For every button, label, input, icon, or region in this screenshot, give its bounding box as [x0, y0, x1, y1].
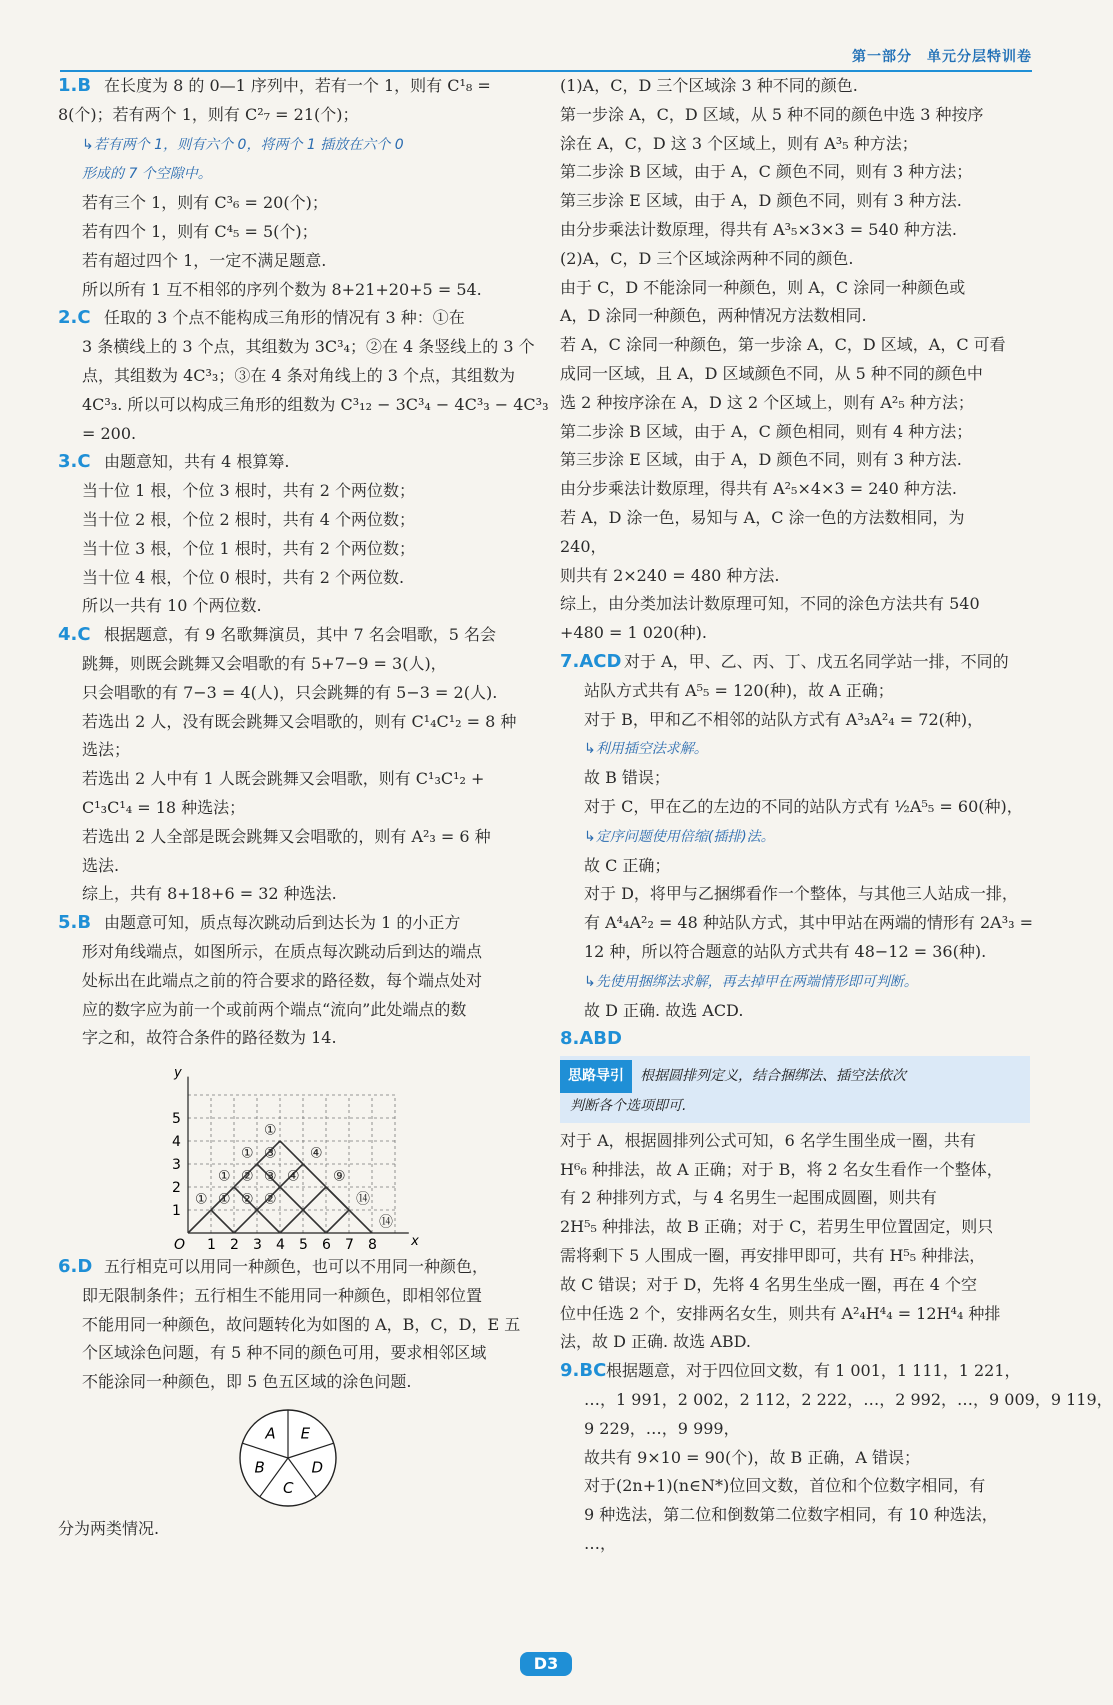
left-line [58, 736, 536, 765]
text: 法，故 D 正确. 故选 ABD. [560, 1332, 751, 1352]
right2-line [560, 1213, 1030, 1242]
question-number: 4.C [58, 624, 91, 646]
section-title: 第一部分 单元分层特训卷 [852, 49, 1032, 65]
text: 若 A，C 涂同一种颜色，第一步涂 A，C，D 区域，A，C 可看 [560, 335, 1006, 355]
text: 不能涂同一种颜色，即 5 色五区域的涂色问题. [82, 1372, 412, 1392]
left2-line [58, 1339, 536, 1368]
path-count-label: ⑨ [333, 1168, 346, 1185]
text: 涂在 A，C，D 这 3 个区域上，则有 A³₅ 种方法； [560, 133, 918, 153]
x-tick-label: 4 [276, 1237, 285, 1254]
right2-line [560, 1328, 1030, 1357]
path-count-label: ② [241, 1191, 254, 1208]
text: 3 条横线上的 3 个点，其组数为 3C³₄；②在 4 条竖线上的 3 个 [82, 337, 535, 357]
text: 对于 D，将甲与乙捆绑看作一个整体，与其他三人站成一排， [584, 884, 1018, 904]
right-line [560, 245, 1030, 274]
margin-note: ↳利用插空法求解。 [584, 741, 708, 758]
right-line [560, 418, 1030, 447]
text: 处标出在此端点之前的符合要求的路径数，每个端点处对 [82, 970, 483, 990]
path-edge [257, 1210, 280, 1233]
left2-line [58, 1282, 536, 1311]
tip-line-2: 判断各个选项即可. [570, 1097, 687, 1114]
right-line [560, 938, 1030, 967]
right-line [560, 880, 1030, 909]
question-number: 1.B [58, 75, 92, 96]
left-line [58, 448, 536, 477]
right-line [560, 997, 1030, 1026]
left-line [58, 362, 536, 391]
path-count-label: ④ [310, 1145, 323, 1162]
x-axis-label: x [411, 1234, 419, 1250]
text: 对于 A，根据圆排列公式可知，6 名学生围坐成一圈，共有 [560, 1130, 976, 1150]
text: 第一步涂 A，C，D 区域，从 5 种不同的颜色中选 3 种按序 [560, 104, 984, 124]
path-count-label: ⑭ [379, 1214, 393, 1231]
text: 当十位 4 根，个位 0 根时，共有 2 个两位数. [82, 567, 405, 587]
right-line [560, 533, 1030, 562]
text: 当十位 3 根，个位 1 根时，共有 2 个两位数； [82, 538, 416, 558]
text: 五行相克可以用同一种颜色，也可以不用同一种颜色， [104, 1257, 489, 1277]
origin-label: O [174, 1237, 186, 1254]
path-count-label: ① [264, 1122, 277, 1139]
right-line [560, 389, 1030, 418]
left-line [58, 218, 536, 247]
left-line [58, 333, 536, 362]
text: 选法； [82, 740, 131, 760]
right2-line [560, 1242, 1030, 1271]
left2-line [58, 1311, 536, 1340]
tip-tag: 思路导引 [560, 1060, 632, 1093]
left-line [58, 880, 536, 909]
right-line [560, 909, 1034, 938]
right-line [560, 130, 1030, 159]
left-line [58, 823, 536, 852]
text: A，D 涂同一种颜色，两种情况方法数相同. [560, 306, 867, 326]
path-count-label: ⑭ [356, 1191, 370, 1208]
right-line [560, 360, 1030, 389]
right-line [560, 967, 1030, 997]
y-axis-label: y [174, 1065, 182, 1081]
left-line [58, 247, 536, 276]
path-count-label: ① [218, 1168, 231, 1185]
text: 240， [560, 536, 607, 556]
tip-line-1: 根据圆排列定义，结合捆绑法、插空法依次 [640, 1068, 906, 1085]
y-tick-label: 5 [172, 1111, 181, 1128]
path-count-label: ③ [264, 1145, 277, 1162]
text: 由题意可知，质点每次跳动后到达长为 1 的小正方 [104, 913, 461, 933]
path-edge [280, 1187, 303, 1210]
text: 由分步乘法计数原理，得共有 A³₅×3×3 = 540 种方法. [560, 219, 957, 239]
text: 8(个)；若有两个 1，则有 C²₇ = 21(个)； [58, 104, 359, 124]
text: 根据题意，有 9 名歌舞演员，其中 7 名会唱歌，5 名会 [104, 625, 496, 645]
text: 综上，共有 8+18+6 = 32 种选法. [82, 884, 337, 904]
left2-line [58, 1368, 536, 1397]
text: 成同一区域，且 A，D 区域颜色不同，从 5 种不同的颜色中 [560, 363, 983, 383]
left-final-line: 分为两类情况. [58, 1519, 160, 1539]
header [60, 44, 1032, 72]
text: 故 C 错误；对于 D，先将 4 名男生坐成一圈，再在 4 个空 [560, 1274, 978, 1294]
path-count-label: ④ [287, 1168, 300, 1185]
right2-line [560, 1357, 1030, 1386]
text: 选 2 种按序涂在 A，D 这 2 个区域上，则有 A²₅ 种方法； [560, 392, 974, 412]
text: 故共有 9×10 = 90(个)，故 B 正确，A 错误； [584, 1447, 921, 1467]
y-tick-label: 1 [172, 1203, 181, 1220]
text: 对于 A，甲、乙、丙、丁、戊五名同学站一排，不同的 [624, 651, 1009, 671]
text: 由题意知，共有 4 根算筹. [104, 452, 290, 472]
pie-region-label: A [265, 1424, 276, 1443]
text: 2H⁵₅ 种排法，故 B 正确；对于 C，若男生甲位置固定，则只 [560, 1217, 994, 1237]
five-region-pie-figure [233, 1403, 343, 1513]
left-line [58, 276, 536, 305]
text: 若有超过四个 1，一定不满足题意. [82, 250, 327, 270]
text: (2)A，C，D 三个区域涂两种不同的颜色. [560, 248, 854, 268]
text: 4C³₃. 所以可以构成三角形的组数为 C³₁₂ − 3C³₄ − 4C³₃ − 4C³₃ [82, 394, 549, 414]
left-line [58, 1024, 536, 1053]
text: = 200. [82, 423, 137, 443]
right-line [560, 72, 1030, 101]
right-line [560, 101, 1030, 130]
right2-line [560, 1156, 1030, 1185]
left-line [58, 996, 536, 1025]
left-line [58, 535, 536, 564]
text: H⁶₆ 种排法，故 A 正确；对于 B，将 2 名女生看作一个整体， [560, 1159, 1003, 1179]
text: 有 2 种排列方式，与 4 名男生一起围成圆圈，则共有 [560, 1188, 937, 1208]
right-line [560, 648, 1030, 677]
text: 由于 C，D 不能涂同一种颜色，则 A，C 涂同一种颜色或 [560, 277, 966, 297]
text: 若 A，D 涂一色，易知与 A，C 涂一色的方法数相同，为 [560, 507, 965, 527]
text: …， [584, 1534, 617, 1554]
left-line [58, 506, 536, 535]
pie-region-label: D [311, 1458, 324, 1477]
right-column [560, 72, 1113, 1559]
left-line [58, 477, 536, 506]
left-line [58, 159, 536, 189]
text: 任取的 3 个点不能构成三角形的情况有 3 种：①在 [104, 308, 465, 328]
pie-region-label: C [283, 1479, 294, 1498]
text: 有 A⁴₄A²₂ = 48 种站队方式，其中甲站在两端的情形有 2A³₃ = [584, 913, 1034, 933]
text: 即无限制条件；五行相生不能用同一种颜色，即相邻位置 [82, 1285, 483, 1305]
right-line [560, 590, 1030, 619]
path-edge [326, 1210, 349, 1233]
text: 第二步涂 B 区域，由于 A，C 颜色不同，则有 3 种方法； [560, 162, 973, 182]
y-tick-label: 3 [172, 1157, 181, 1174]
x-tick-label: 1 [207, 1237, 216, 1254]
right-line [560, 764, 1030, 793]
text: 字之和，故符合条件的路径数为 14. [82, 1028, 337, 1048]
path-count-label: ③ [264, 1168, 277, 1185]
right-line [560, 446, 1030, 475]
right2-line [560, 1300, 1030, 1329]
text: 位中任选 2 个，安排两名女生，则共有 A²₄H⁴₄ = 12H⁴₄ 种排 [560, 1303, 1001, 1323]
text: 个区域涂色问题，有 5 种不同的颜色可用，要求相邻区域 [82, 1343, 487, 1363]
right-line [560, 475, 1030, 504]
path-count-label: ① [218, 1191, 231, 1208]
text: 9 229，…，9 999， [584, 1418, 740, 1438]
right2-line [560, 1530, 1030, 1559]
right-line [560, 187, 1030, 216]
text: 跳舞，则既会跳舞又会唱歌的有 5+7−9 = 3(人)， [82, 653, 447, 673]
x-tick-label: 2 [230, 1237, 239, 1254]
path-edge [188, 1210, 211, 1233]
left-line [58, 938, 536, 967]
right-line [560, 562, 1030, 591]
margin-note: 形成的 7 个空隙中。 [82, 166, 212, 183]
question-number: 3.C [58, 451, 91, 473]
path-grid-figure [158, 1053, 418, 1253]
path-count-label: ② [241, 1168, 254, 1185]
text: 第三步涂 E 区域，由于 A，D 颜色不同，则有 3 种方法. [560, 450, 962, 470]
left-line [58, 765, 536, 794]
path-count-label: ② [264, 1191, 277, 1208]
text: 应的数字应为前一个或前两个端点“流向”此处端点的数 [82, 999, 467, 1019]
path-edge [303, 1210, 326, 1233]
path-edge [349, 1210, 372, 1233]
x-tick-label: 7 [345, 1237, 354, 1254]
path-count-label: ① [241, 1145, 254, 1162]
left-line [58, 794, 536, 823]
path-count-label: ① [195, 1191, 208, 1208]
left-line [58, 564, 536, 593]
left-line [58, 72, 536, 101]
text: 对于(2n+1)(n∈N*)位回文数，首位和个位数字相同，有 [584, 1476, 986, 1496]
left-line [58, 130, 536, 160]
text: 第三步涂 E 区域，由于 A，D 颜色不同，则有 3 种方法. [560, 191, 962, 211]
path-edge [211, 1210, 234, 1233]
right2-line [560, 1386, 1113, 1415]
right2-line [560, 1415, 1030, 1444]
page-number: D3 [520, 1652, 572, 1676]
left-line [58, 391, 549, 420]
right-line [560, 274, 1030, 303]
right2-line [560, 1184, 1030, 1213]
text: 只会唱歌的有 7−3 = 4(人)，只会跳舞的有 5−3 = 2(人). [82, 682, 498, 702]
right-line [560, 619, 1030, 648]
text: 对于 C，甲在乙的左边的不同的站队方式有 ½A⁵₅ = 60(种)， [584, 796, 1023, 816]
path-edge [280, 1141, 303, 1164]
right2-line [560, 1127, 1030, 1156]
text: 所以一共有 10 个两位数. [82, 596, 262, 616]
x-tick-label: 6 [322, 1237, 331, 1254]
text: 由分步乘法计数原理，得共有 A²₅×4×3 = 240 种方法. [560, 479, 957, 499]
left-line [58, 679, 536, 708]
y-tick-label: 4 [172, 1134, 181, 1151]
path-edge [303, 1164, 326, 1187]
text: 故 D 正确. 故选 ACD. [584, 1000, 744, 1020]
margin-note: ↳定序问题使用倍缩(插排)法。 [584, 828, 775, 845]
text: 则共有 2×240 = 480 种方法. [560, 565, 780, 585]
y-tick-label: 2 [172, 1180, 181, 1197]
text: 若有四个 1，则有 C⁴₅ = 5(个)； [82, 221, 318, 241]
left-column [58, 72, 549, 1544]
margin-note: ↳若有两个 1，则有六个 0，将两个 1 插放在六个 0 [82, 136, 404, 153]
left-line [58, 101, 536, 130]
x-tick-label: 5 [299, 1237, 308, 1254]
left-line [58, 592, 536, 621]
left-line [58, 708, 536, 737]
left-line [58, 189, 536, 218]
pie-region-label: E [300, 1424, 311, 1443]
text: 形对角线端点，如图所示，在质点每次跳动后到达的端点 [82, 941, 483, 961]
left-line [58, 967, 536, 996]
right-line [560, 158, 1030, 187]
text: 根据题意，对于四位回文数，有 1 001，1 111，1 221， [606, 1361, 1021, 1381]
text: 故 B 错误； [584, 768, 670, 788]
text: 9 种选法，第二位和倒数第二位数字相同，有 10 种选法， [584, 1505, 998, 1525]
right2-line [560, 1271, 1030, 1300]
left2-line [58, 1253, 536, 1282]
text: 若选出 2 人中有 1 人既会跳舞又会唱歌，则有 C¹₃C¹₂ + [82, 769, 485, 789]
text: 故 C 正确； [584, 855, 671, 875]
text: …，1 991，2 002，2 112，2 222，…，2 992，…，9 009，9 119， [584, 1390, 1113, 1410]
text: 不能用同一种颜色，故问题转化为如图的 A，B，C，D，E 五 [82, 1314, 521, 1334]
question-number: 9.BC [560, 1360, 607, 1382]
text: 若选出 2 人，没有既会跳舞又会唱歌的，则有 C¹₄C¹₂ = 8 种 [82, 711, 517, 731]
text: +480 = 1 020(种). [560, 623, 707, 643]
left-line [58, 420, 536, 449]
left-line [58, 650, 536, 679]
text: 在长度为 8 的 0—1 序列中，若有一个 1，则有 C¹₈ = [104, 76, 491, 95]
text: 对于 B，甲和乙不相邻的站队方式有 A³₃A²₄ = 72(种)， [584, 709, 984, 729]
right2-line [560, 1501, 1030, 1530]
right-line [560, 677, 1030, 706]
text: 点，其组数为 4C³₃；③在 4 条对角线上的 3 个点，其组数为 [82, 365, 516, 385]
left-line [58, 852, 536, 881]
text: 所以所有 1 互不相邻的序列个数为 8+21+20+5 = 54. [82, 279, 482, 299]
question-number: 5.B [58, 912, 92, 934]
text: 12 种，所以符合题意的站队方式共有 48−12 = 36(种). [584, 941, 987, 961]
path-edge [234, 1210, 257, 1233]
right-line [560, 822, 1030, 852]
path-edge [303, 1187, 326, 1210]
question-number: 6.D [58, 1256, 93, 1278]
text: 当十位 1 根，个位 3 根时，共有 2 个两位数； [82, 481, 416, 501]
right-line [560, 793, 1030, 822]
right-line [560, 706, 1030, 735]
text: 选法. [82, 855, 120, 875]
x-tick-label: 3 [253, 1237, 262, 1254]
question-number: 8.ABD [560, 1028, 622, 1050]
question-number: 7.ACD [560, 650, 622, 672]
right-line [560, 1025, 1030, 1054]
question-number: 2.C [58, 307, 91, 329]
text: 站队方式共有 A⁵₅ = 120(种)，故 A 正确； [584, 680, 894, 700]
right2-line [560, 1472, 1030, 1501]
path-edge [280, 1210, 303, 1233]
right-line [560, 734, 1030, 764]
text: 综上，由分类加法计数原理可知，不同的涂色方法共有 540 [560, 594, 980, 614]
text: (1)A，C，D 三个区域涂 3 种不同的颜色. [560, 76, 858, 95]
left-line [58, 909, 536, 938]
pie-region-label: B [254, 1458, 265, 1477]
right2-line [560, 1444, 1030, 1473]
tip-box [560, 1056, 1030, 1123]
right-line [560, 302, 1030, 331]
x-tick-label: 8 [368, 1237, 377, 1254]
right-line [560, 331, 1030, 360]
text: 若有三个 1，则有 C³₆ = 20(个)； [82, 193, 328, 213]
text: 第二步涂 B 区域，由于 A，C 颜色相同，则有 4 种方法； [560, 421, 973, 441]
text: 若选出 2 人全部是既会跳舞又会唱歌的，则有 A²₃ = 6 种 [82, 826, 491, 846]
text: 当十位 2 根，个位 2 根时，共有 4 个两位数； [82, 509, 416, 529]
path-edge [326, 1187, 349, 1210]
right-line [560, 852, 1030, 881]
text: 需将剩下 5 人围成一圈，再安排甲即可，共有 H⁵₅ 种排法， [560, 1246, 986, 1266]
margin-note: ↳先使用捆绑法求解，再去掉甲在两端情形即可判断。 [584, 973, 918, 990]
right-line [560, 504, 1030, 533]
left-line [58, 621, 536, 650]
left-line [58, 304, 536, 333]
right-line [560, 216, 1030, 245]
text: C¹₃C¹₄ = 18 种选法； [82, 797, 246, 817]
